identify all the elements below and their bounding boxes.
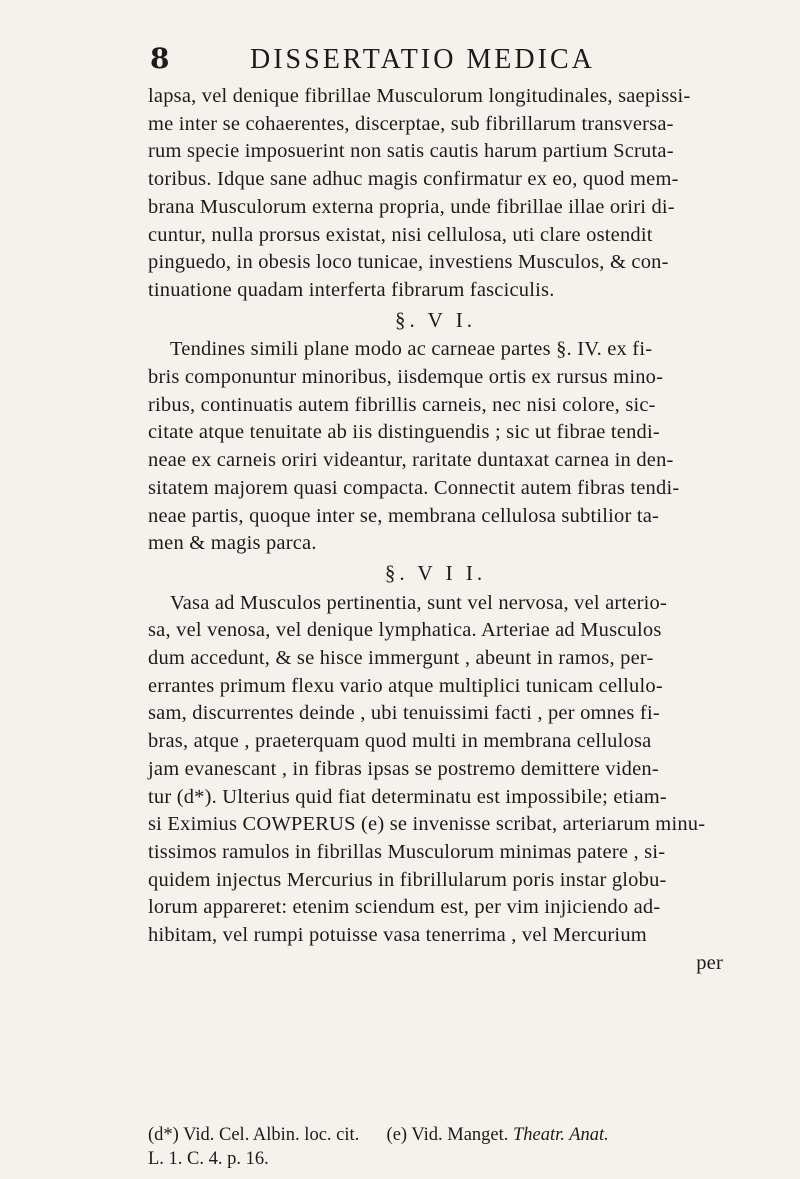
text-line: sitatem majorem quasi compacta. Connectit autem fibras tendi- [148,476,680,499]
text-line: bris componuntur minoribus, iisdemque ortis ex rursus mino- [148,366,664,389]
text-line: lorum appareret: etenim sciendum est, per vim injiciendo ad- [148,896,661,919]
text-line: quidem injectus Mercurius in fibrillularum poris instar globu- [148,868,667,891]
text-line: ribus, continuatis autem fibrillis carneis, nec nisi colore, sic- [148,393,656,416]
text-line: tur (d*). Ulterius quid fiat determinatu est impossibile; etiam- [148,785,667,808]
text-line: errantes primum flexu vario atque multiplici tunicam cellulo- [148,674,663,697]
text-line: citate atque tenuitate ab iis distinguendis ; sic ut fibrae tendi- [148,421,660,444]
text-line: hibitam, vel rumpi potuisse vasa tenerrima , vel Mercurium [148,924,647,947]
catchword: per [696,951,723,974]
section-heading-6: §. V I. [395,307,476,332]
footnote-e: (e) Vid. Manget. [386,1125,509,1145]
text-line: cuntur, nulla prorsus existat, nisi cellulosa, uti clare ostendit [148,223,653,246]
text-line: lapsa, vel denique fibrillae Musculorum longitudinales, saepissi- [148,85,691,107]
footnote-d: (d*) Vid. Cel. Albin. loc. cit. [148,1125,360,1145]
text-line: me inter se cohaerentes, discerptae, sub fibrillarum transversa- [148,112,674,135]
text-line: neae ex carneis oriri videantur, raritate duntaxat carnea in den- [148,449,674,472]
text-line: bras, atque , praeterquam quod multi in membrana cellulosa [148,730,652,753]
paragraph-1 [148,83,723,305]
text-line: tissimos ramulos in fibrillas Musculorum minimas patere , si- [148,840,666,863]
text-line: si Eximius COWPERUS (e) se invenisse scribat, arteriarum minu- [148,813,706,836]
section-6-paragraph [148,336,723,558]
footnote-line-2: L. 1. C. 4. p. 16. [148,1149,269,1169]
page-header [150,42,720,82]
text-line: rum specie imposuerint non satis cautis harum partium Scruta- [148,140,674,163]
text-line: sa, vel venosa, vel denique lymphatica. Arteriae ad Musculos [148,619,662,642]
footnotes [148,1123,723,1171]
text-line: Vasa ad Musculos pertinentia, sunt vel nervosa, vel arterio- [170,591,668,614]
section-7-paragraph [148,590,723,978]
text-line: men & magis parca. [148,532,317,555]
text-line: tinuatione quadam interferta fibrarum fasciculis. [148,278,555,301]
text-line: sam, discurrentes deinde , ubi tenuissimi facti , per omnes fi- [148,702,660,725]
text-line: toribus. Idque sane adhuc magis confirmatur ex eo, quod mem- [148,168,679,191]
text-line: dum accedunt, & se hisce immergunt , abeunt in ramos, per- [148,647,654,670]
page-number: 8 [150,42,170,75]
footnote-line-1 [148,1123,723,1147]
text-line: neae partis, quoque inter se, membrana cellulosa subtilior ta- [148,504,660,527]
main-text [148,83,723,978]
text-line: jam evanescant , in fibras ipsas se postremo demittere viden- [148,757,659,780]
text-line: pinguedo, in obesis loco tunicae, investiens Musculos, & con- [148,251,669,274]
footnote-e-title: Theatr. Anat. [513,1125,609,1145]
section-heading-7: §. V I I. [384,560,487,585]
running-head: DISSERTATIO MEDICA [250,44,595,75]
text-line: brana Musculorum externa propria, unde fibrillae illae oriri di- [148,195,675,218]
text-line: Tendines simili plane modo ac carneae partes §. IV. ex fi- [170,338,653,361]
